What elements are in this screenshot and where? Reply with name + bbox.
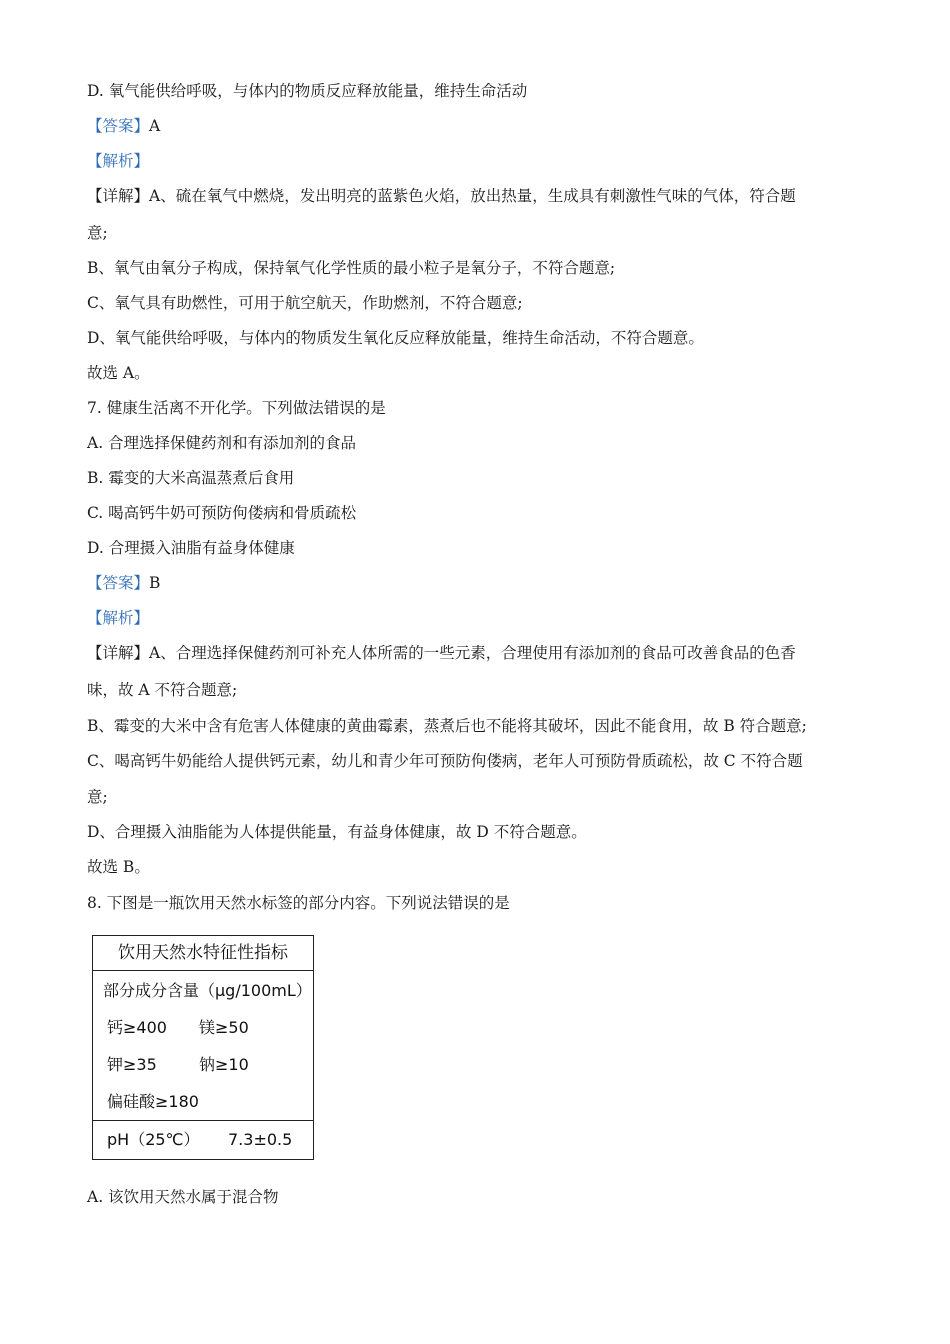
q6-analysis-tag: 【解析】 bbox=[87, 152, 150, 170]
label-ph-value: 7.3±0.5 bbox=[228, 1130, 293, 1149]
q6-detail-b: B、氧气由氧分子构成，保持氧气化学性质的最小粒子是氧分子，不符合题意; bbox=[87, 259, 616, 277]
q7-detail-c: C、喝高钙牛奶能给人提供钙元素，幼儿和青少年可预防佝偻病，老年人可预防骨质疏松，故 C 不符合题 bbox=[87, 752, 803, 770]
q8-stem: 8. 下图是一瓶饮用天然水标签的部分内容。下列说法错误的是 bbox=[87, 894, 510, 912]
q7-detail-d: D、合理摄入油脂能为人体提供能量，有益身体健康，故 D 不符合题意。 bbox=[87, 823, 587, 841]
q7-detail-c-cont: 意; bbox=[87, 788, 108, 806]
label-metasilicic-acid: 偏硅酸≥180 bbox=[107, 1092, 199, 1111]
label-ph: pH（25℃） bbox=[107, 1130, 200, 1149]
q6-option-d: D. 氧气能供给呼吸，与体内的物质反应释放能量，维持生命活动 bbox=[87, 82, 528, 100]
q7-option-a: A. 合理选择保健药剂和有添加剂的食品 bbox=[87, 434, 357, 452]
answer-tag: 【答案】 bbox=[87, 574, 150, 592]
q6-conclusion: 故选 A。 bbox=[87, 364, 150, 382]
q7-option-c: C. 喝高钙牛奶可预防佝偻病和骨质疏松 bbox=[87, 504, 357, 522]
q7-detail-b: B、霉变的大米中含有危害人体健康的黄曲霉素，蒸煮后也不能将其破坏，因此不能食用，故 B 符合题意; bbox=[87, 717, 807, 735]
q7-option-d: D. 合理摄入油脂有益身体健康 bbox=[87, 539, 295, 557]
q6-detail-a-cont: 意; bbox=[87, 224, 108, 242]
label-sodium: 钠≥10 bbox=[199, 1055, 249, 1074]
q7-answer bbox=[87, 573, 160, 593]
q7-option-b: B. 霉变的大米高温蒸煮后食用 bbox=[87, 469, 295, 487]
q6-detail-d: D、氧气能供给呼吸，与体内的物质发生氧化反应释放能量，维持生命活动，不符合题意。 bbox=[87, 329, 704, 347]
q7-detail-a-cont: 味，故 A 不符合题意; bbox=[87, 681, 238, 699]
answer-value: B bbox=[149, 574, 161, 592]
q7-analysis-tag: 【解析】 bbox=[87, 609, 150, 627]
q6-detail-c: C、氧气具有助燃性，可用于航空航天，作助燃剂，不符合题意; bbox=[87, 294, 523, 312]
q7-stem: 7. 健康生活离不开化学。下列做法错误的是 bbox=[87, 399, 386, 417]
label-title: 饮用天然水特征性指标 bbox=[93, 936, 313, 971]
q7-conclusion: 故选 B。 bbox=[87, 858, 150, 876]
label-content-header: 部分成分含量（μg/100mL） bbox=[103, 981, 312, 1000]
label-potassium: 钾≥35 bbox=[107, 1055, 157, 1074]
label-magnesium: 镁≥50 bbox=[199, 1018, 249, 1037]
label-calcium: 钙≥400 bbox=[107, 1018, 167, 1037]
water-label-figure bbox=[92, 935, 314, 1160]
q6-detail-a: 【详解】A、硫在氧气中燃烧，发出明亮的蓝紫色火焰，放出热量，生成具有刺激性气味的气体，符合题 bbox=[87, 187, 796, 205]
answer-tag: 【答案】 bbox=[87, 117, 150, 135]
label-divider bbox=[93, 1120, 313, 1121]
q7-detail-a: 【详解】A、合理选择保健药剂可补充人体所需的一些元素，合理使用有添加剂的食品可改善食品的色香 bbox=[87, 644, 796, 662]
answer-value: A bbox=[149, 117, 161, 135]
q6-answer bbox=[87, 116, 160, 136]
q8-option-a: A. 该饮用天然水属于混合物 bbox=[87, 1188, 279, 1206]
